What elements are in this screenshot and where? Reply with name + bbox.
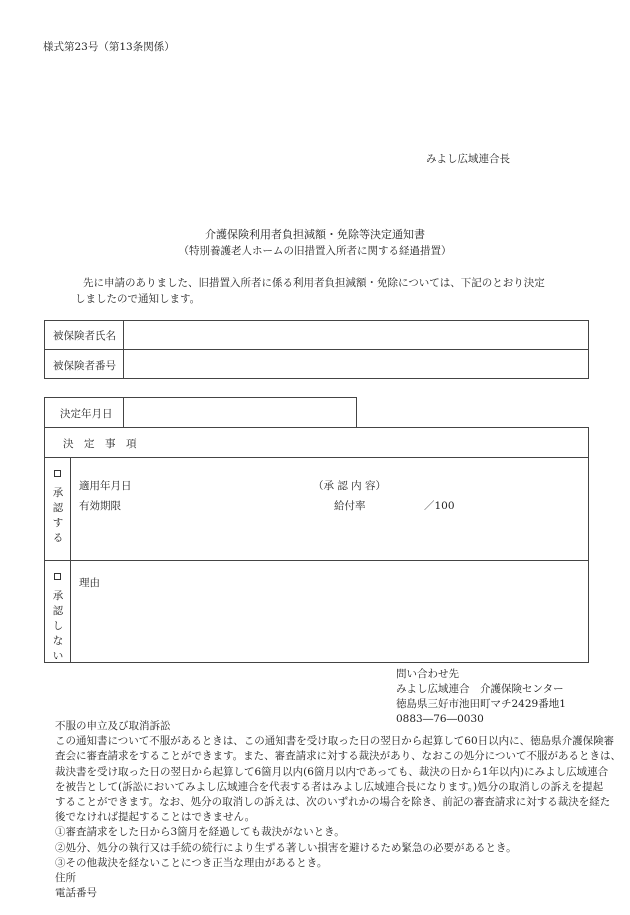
insured-number-field[interactable] [124,350,588,378]
objection-notice [55,719,621,901]
document-title: 介護保険利用者負担減額・免除等決定通知書 [205,228,425,241]
phone-label: 電話番号 [55,887,97,900]
reason-label: 理由 [79,577,100,589]
form-number: 様式第23号（第13条関係） [43,41,175,53]
decision-matters-table [44,427,589,663]
objection-line: 裁決書を受け取った日の翌日から起算して6箇月以内(6箇月以内であっても、裁決の日から1年以内)にみよし広域連合 [55,765,609,778]
objection-line: 後でなければ提起することはできません。 [55,811,256,824]
objection-heading: 不服の申立及び取消訴訟 [55,720,171,732]
approval-content-label: （承 認 内 容） [313,480,387,492]
approve-reject-divider [44,560,589,561]
insured-number-label: 被保険者番号 [53,360,116,372]
contact-address: 徳島県三好市池田町マチ2429番地1 [396,698,566,710]
reject-label: 承認しない [52,590,64,662]
matters-header-divider [44,457,589,458]
objection-line: することができます。なお、処分の取消しの訴えは、次のいずれかの場合を除き、前記の審査請求に対する裁決を経た [55,796,611,809]
insured-name-field[interactable] [124,321,588,349]
decision-date-label: 決定年月日 [60,408,113,420]
apply-date-label: 適用年月日 [79,480,132,492]
contact-block [396,667,566,727]
objection-line: を被告として(訴訟においてみよし広域連合を代表する者はみよし広域連合長になります。)処分の取消しの訴えを提起 [55,780,604,793]
contact-org: みよし広域連合 介護保険センター [396,683,564,695]
addressee: みよし広域連合長 [426,153,510,165]
validity-period-label: 有効期限 [79,500,121,512]
benefit-rate-suffix: ／100 [424,500,455,512]
approve-checkbox[interactable] [54,470,61,477]
benefit-rate-label: 給付率 [334,500,366,512]
address-label: 住所 [55,872,76,885]
contact-phone: 0883―76―0030 [396,713,484,725]
decision-date-field[interactable] [124,398,356,427]
objection-line: 査会に審査請求をすることができます。また、審査請求に対する裁決があり、なおこの処分について不服があるときは、 [55,750,621,763]
insured-name-label: 被保険者氏名 [53,330,116,342]
objection-line: ②処分、処分の執行又は手続の続行により生ずる著しい損害を避けるため緊急の必要があるとき。 [55,841,517,854]
objection-line: ①審査請求をした日から3箇月を経過しても裁決がないとき。 [55,826,345,839]
document-subtitle: （特別養護老人ホームの旧措置入所者に関する経過措置） [178,245,452,257]
reject-checkbox[interactable] [54,573,61,580]
objection-line: この通知書について不服があるときは、この通知書を受け取った日の翌日から起算して60日以内に、徳島県介護保険審 [55,735,615,748]
intro-line-2: しましたので通知します。 [75,293,201,305]
objection-line: ③その他裁決を経ないことにつき正当な理由があるとき。 [55,856,328,869]
matters-column-divider [70,457,71,663]
approve-label: 承認する [52,487,64,544]
intro-line-1: 先に申請のありました、旧措置入所者に係る利用者負担減額・免除については、下記のとおり決定 [83,277,545,289]
contact-heading: 問い合わせ先 [396,668,459,680]
decision-matters-label: 決 定 事 項 [63,438,137,450]
